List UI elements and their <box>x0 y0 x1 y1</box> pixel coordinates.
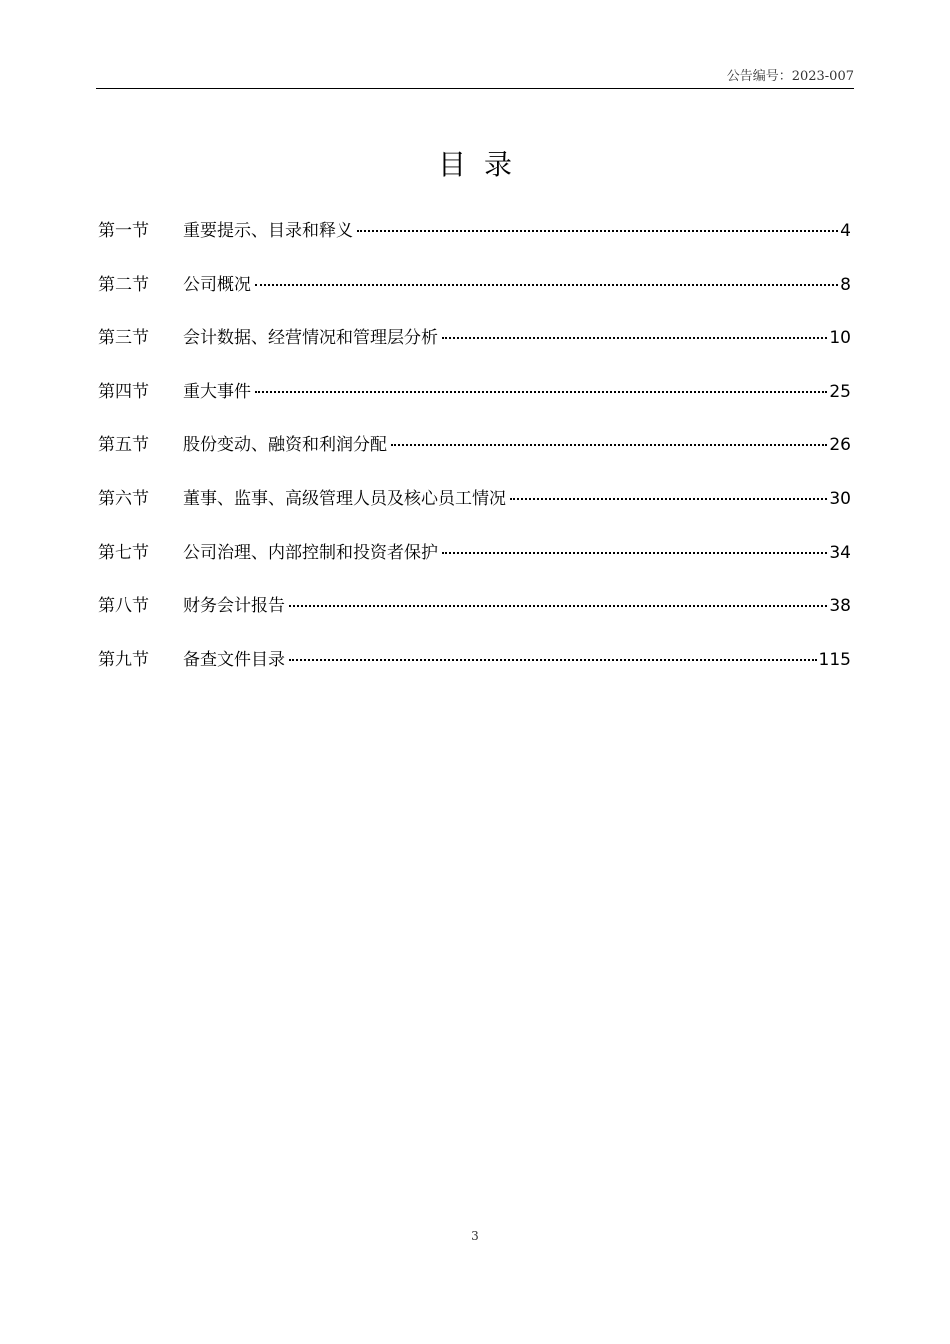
table-of-contents <box>98 218 851 700</box>
toc-section-title: 重要提示、目录和释义 <box>183 221 353 241</box>
toc-page-reference: 8 <box>840 274 851 295</box>
toc-entry-3[interactable] <box>98 325 851 379</box>
toc-section-number: 第五节 <box>98 435 149 456</box>
toc-section-number: 第四节 <box>98 381 149 402</box>
toc-entry-4[interactable] <box>98 379 851 433</box>
toc-section-title: 会计数据、经营情况和管理层分析 <box>183 328 438 349</box>
toc-page-reference: 34 <box>829 542 851 563</box>
toc-section-title: 股份变动、融资和利润分配 <box>183 435 387 456</box>
toc-section-title: 公司治理、内部控制和投资者保护 <box>183 542 438 563</box>
toc-section-number: 第一节 <box>98 221 149 241</box>
toc-page-reference: 10 <box>829 328 851 349</box>
toc-entry-9[interactable] <box>98 647 851 701</box>
page-number: 3 <box>471 1229 479 1243</box>
toc-entry-8[interactable] <box>98 593 851 647</box>
toc-dot-leader <box>289 605 827 607</box>
toc-section-number: 第七节 <box>98 542 149 563</box>
toc-entry-6[interactable] <box>98 486 851 540</box>
toc-page-reference: 30 <box>829 488 851 509</box>
toc-page-reference: 25 <box>829 381 851 402</box>
toc-section-title: 财务会计报告 <box>183 596 285 617</box>
toc-section-title: 公司概况 <box>183 274 251 295</box>
toc-section-number: 第八节 <box>98 596 149 617</box>
toc-dot-leader <box>442 337 827 339</box>
toc-title: 目录 <box>437 148 530 181</box>
toc-dot-leader <box>255 284 838 286</box>
toc-dot-leader <box>391 444 827 446</box>
toc-section-number: 第三节 <box>98 328 149 349</box>
toc-entry-1[interactable] <box>98 218 851 272</box>
toc-section-number: 第二节 <box>98 274 149 295</box>
header-divider <box>96 88 854 89</box>
toc-entry-7[interactable] <box>98 540 851 594</box>
toc-section-title: 董事、监事、高级管理人员及核心员工情况 <box>183 488 506 509</box>
toc-dot-leader <box>289 659 817 661</box>
toc-entry-2[interactable] <box>98 272 851 326</box>
toc-page-reference: 26 <box>829 435 851 456</box>
toc-section-title: 重大事件 <box>183 381 251 402</box>
toc-dot-leader <box>255 391 827 393</box>
toc-entry-5[interactable] <box>98 432 851 486</box>
toc-dot-leader <box>510 498 827 500</box>
toc-page-reference: 4 <box>840 221 851 241</box>
toc-section-number: 第六节 <box>98 488 149 509</box>
notice-number: 公告编号：2023-007 <box>726 69 854 84</box>
toc-dot-leader <box>357 230 838 232</box>
toc-section-number: 第九节 <box>98 649 149 670</box>
toc-page-reference: 38 <box>829 596 851 617</box>
toc-dot-leader <box>442 552 827 554</box>
toc-section-title: 备查文件目录 <box>183 649 285 670</box>
toc-page-reference: 115 <box>818 649 851 670</box>
